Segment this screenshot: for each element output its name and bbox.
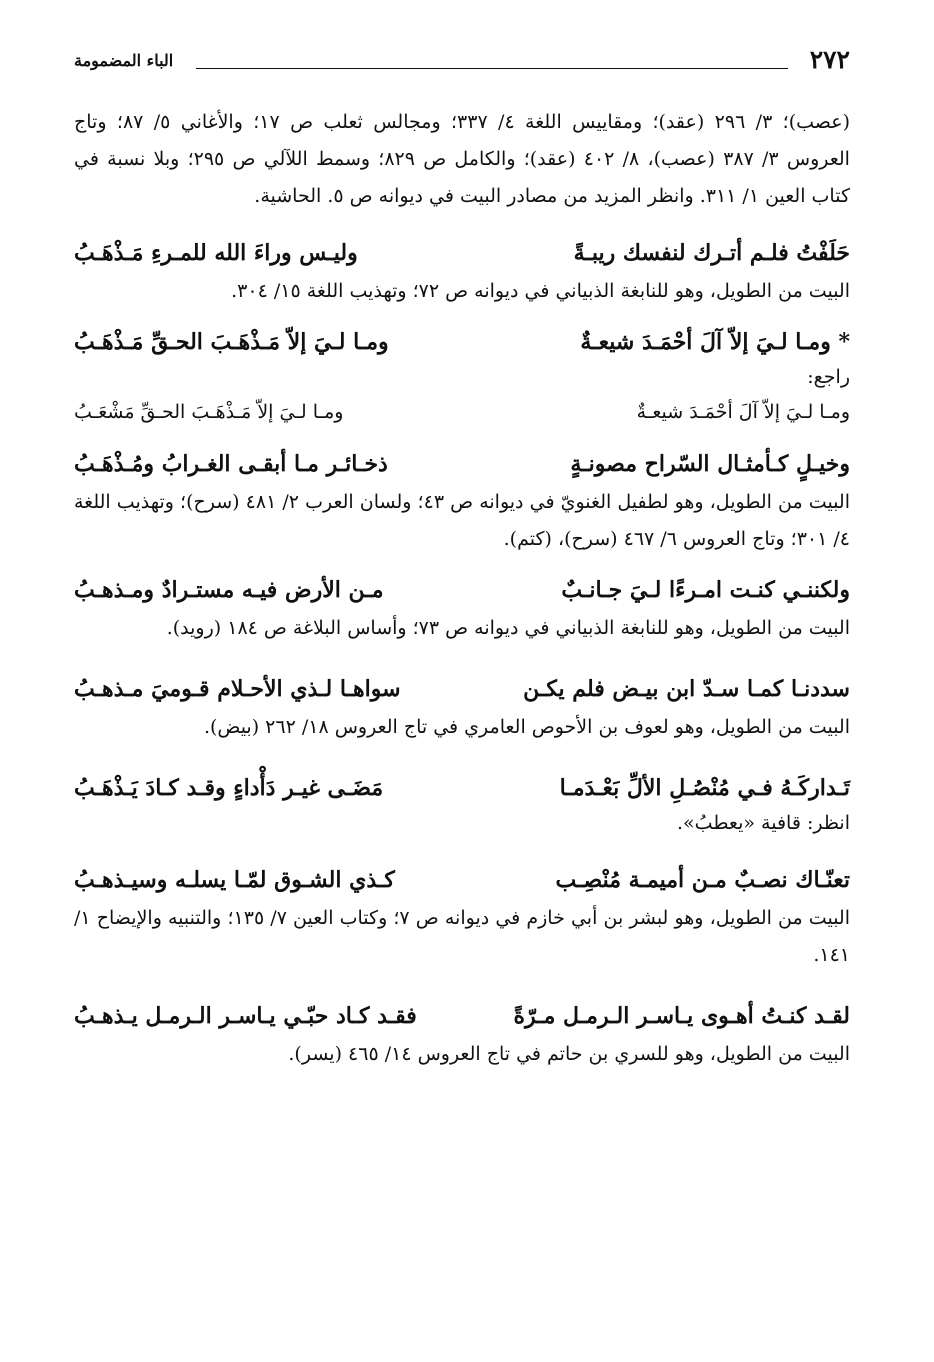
reference-label: انظر: قافية «يعطبُ». (677, 812, 850, 834)
alternate-verse-line (74, 392, 850, 432)
second-hemistich: وليـس وراءَ الله للمـرءِ مَـذْهَـبُ (74, 240, 358, 266)
verse-line (74, 996, 850, 1036)
second-hemistich: فقـد كـاد حبّـي يـاسـر الـرمـل يـذهـبُ (74, 1003, 417, 1029)
first-hemistich: سددنـا كمـا سـدّ ابن بيـض فلم يكـن (523, 676, 850, 702)
verse-entry (74, 860, 850, 974)
source-note: البيت من الطويل، وهو للسري بن حاتم في تاج العروس ١٤/ ٤٦٥ (يسر). (288, 1043, 850, 1065)
verse-line (74, 322, 850, 362)
verse-entry (74, 768, 850, 838)
first-hemistich: حَلَفْتُ فلـم أتـرك لنفسك ريبـةً (573, 240, 850, 266)
verse-line (74, 669, 850, 709)
first-hemistich: وخيـلٍ كـأمثـال السّراح مصونـةٍ (570, 451, 850, 477)
second-hemistich: سواهـا لـذي الأحـلام قـوميَ مـذهـبُ (74, 676, 401, 702)
first-hemistich: * ومـا لـيَ إلاّ آلَ أحْمَـدَ شيعـةٌ (580, 329, 850, 355)
header-rule (196, 68, 788, 69)
verse-line (74, 768, 850, 808)
source-note: البيت من الطويل، وهو للنابغة الذبياني في ديوانه ص ٧٢؛ وتهذيب اللغة ١٥/ ٣٠٤. (231, 280, 850, 302)
section-title: الباء المضمومة (74, 51, 174, 70)
first-hemistich: تعنّـاك نصـبٌ مـن أميمـة مُنْصِـب (555, 867, 850, 893)
first-hemistich: ومـا لـيَ إلاّ آلَ أحْمَـدَ شيعـةٌ (636, 401, 850, 423)
source-note: البيت من الطويل، وهو لبشر بن أبي خازم في ديوانه ص ٧؛ وكتاب العين ٧/ ١٣٥؛ والتنبيه والإيضاح ١/ ١٤١. (74, 907, 850, 966)
intro-note: (عصب)؛ ٣/ ٢٩٦ (عقد)؛ ومقاييس اللغة ٤/ ٣٣٧؛ ومجالس ثعلب ص ١٧؛ والأغاني ٥/ ٨٧؛ وتاج العروس ٣/ ٣٨٧ (عصب)، ٨/ ٤٠٢ (عقد)؛ والكامل ص ٨٢٩؛ وسمط اللآلي ص ٢٩٥؛ وبلا نسبة في كتاب العين ١/ ٣١١. وانظر المزيد من مصادر البيت في ديوانه ص ٥. الحاشية. (74, 111, 850, 207)
first-hemistich: ولكننـي كنـت امـرءًا لـيَ جـانـبٌ (561, 577, 850, 603)
book-page (74, 44, 850, 1344)
second-hemistich: ذخـائـر مـا أبقـى الغـرابُ ومُـذْهَـبُ (74, 451, 388, 477)
source-note: البيت من الطويل، وهو للنابغة الذبياني في ديوانه ص ٧٣؛ وأساس البلاغة ص ١٨٤ (رويد). (166, 617, 850, 639)
verse-entry (74, 570, 850, 647)
verse-line (74, 233, 850, 273)
page-number: ٢٧٢ (809, 45, 850, 74)
page-header (74, 44, 850, 78)
first-hemistich: تَـداركَـهُ فـي مُنْصُـلِ الألِّ بَعْـدَمـا (559, 775, 850, 801)
verse-line (74, 444, 850, 484)
verse-line (74, 860, 850, 900)
second-hemistich: ومـا لـيَ إلاّ مَـذْهَـبَ الحـقِّ مَشْعَـبُ (74, 401, 344, 423)
second-hemistich: مـن الأرض فيـه مستـرادٌ ومـذهـبُ (74, 577, 384, 603)
first-hemistich: لقـد كنـتُ أهـوى يـاسـر الـرمـل مـرّةً (513, 1003, 850, 1029)
second-hemistich: مَضَـى غيـر دَأْداءٍ وقـد كـادَ يَـذْهَـبُ (74, 775, 384, 801)
verse-entry (74, 233, 850, 310)
verse-entry (74, 669, 850, 746)
source-note: البيت من الطويل، وهو لطفيل الغنويّ في ديوانه ص ٤٣؛ ولسان العرب ٢/ ٤٨١ (سرح)؛ وتهذيب اللغة ٤/ ٣٠١؛ وتاج العروس ٦/ ٤٦٧ (سرح)، (كتم). (74, 491, 850, 550)
second-hemistich: ومـا لـيَ إلاّ مَـذْهَـبَ الحـقِّ مَـذْهَـبُ (74, 329, 389, 355)
source-note: البيت من الطويل، وهو لعوف بن الأحوص العامري في تاج العروس ١٨/ ٢٦٢ (بيض). (203, 716, 850, 738)
verse-entry (74, 996, 850, 1073)
reference-label: راجع: (807, 366, 850, 388)
verse-entry (74, 322, 850, 432)
verse-entry (74, 444, 850, 558)
verse-line (74, 570, 850, 610)
second-hemistich: كـذي الشـوق لمّـا يسلـه وسيـذهـبُ (74, 867, 395, 893)
